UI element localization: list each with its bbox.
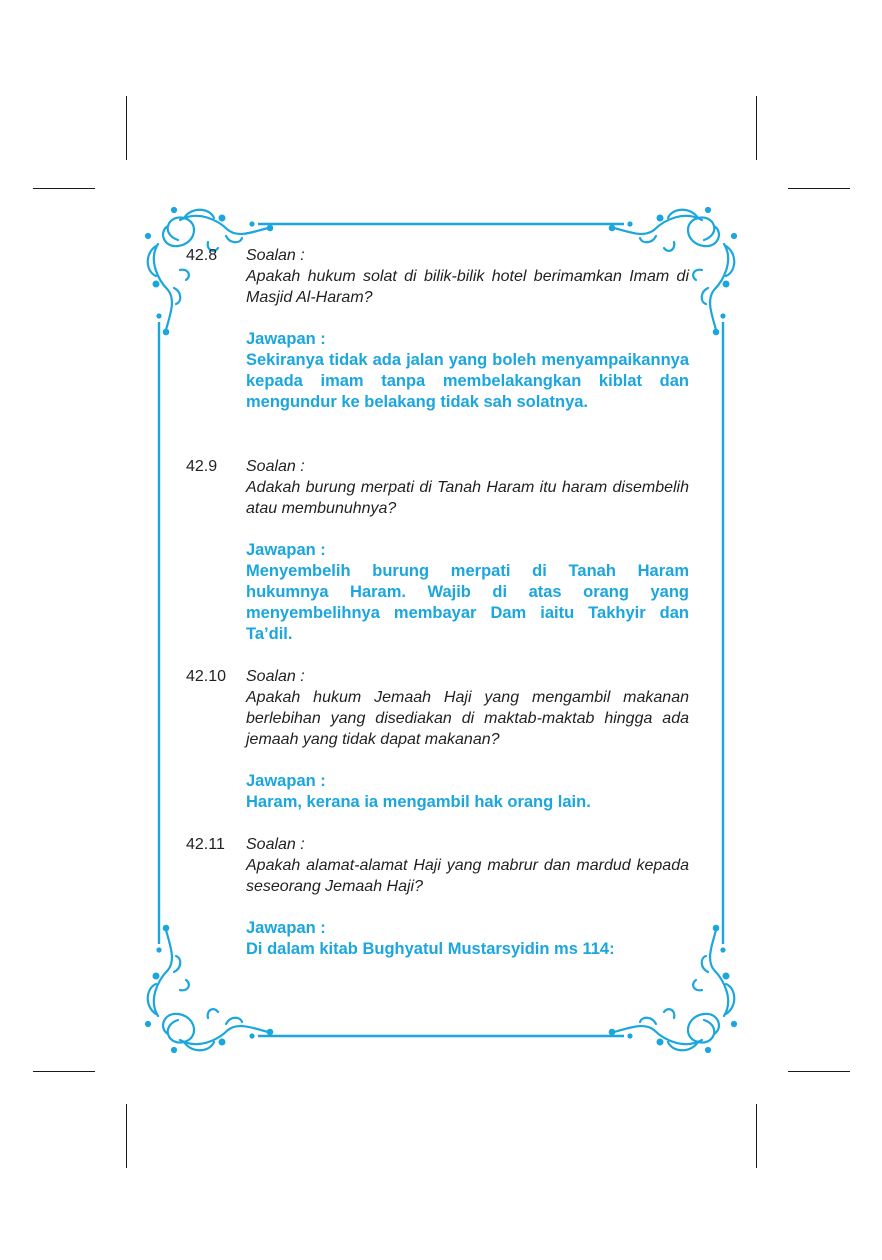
qa-entry: [186, 456, 690, 645]
question-label: Soalan :: [246, 458, 305, 475]
answer-label: Jawapan :: [246, 541, 326, 559]
answer-text: Menyembelih burung merpati di Tanah Haram hukumnya Haram. Wajib di atas orang yang menyembelihnya membayar Dam iaitu Takhyir dan Ta’dil.: [246, 562, 689, 643]
qa-entry: [186, 245, 690, 413]
question-text: Adakah burung merpati di Tanah Haram itu haram disembelih atau membunuhnya?: [246, 479, 689, 517]
answer-text: Haram, kerana ia mengambil hak orang lain.: [246, 793, 591, 811]
entry-number: 42.11: [186, 836, 225, 853]
entry-number: 42.8: [186, 247, 218, 264]
entry-number: 42.10: [186, 668, 227, 685]
question-text: Apakah alamat-alamat Haji yang mabrur dan mardud kepada seseorang Jemaah Haji?: [246, 857, 689, 895]
answer-label: Jawapan :: [246, 919, 326, 937]
entry-number: 42.9: [186, 458, 218, 475]
answer-label: Jawapan :: [246, 772, 326, 790]
qa-entry: [186, 666, 690, 813]
question-text: Apakah hukum solat di bilik-bilik hotel berimamkan Imam di Masjid Al-Haram?: [246, 268, 689, 306]
answer-text: Di dalam kitab Bughyatul Mustarsyidin ms 114:: [246, 940, 615, 958]
question-label: Soalan :: [246, 836, 305, 853]
question-label: Soalan :: [246, 247, 305, 264]
question-text: Apakah hukum Jemaah Haji yang mengambil makanan berlebihan yang disediakan di maktab-maktab hingga ada jemaah yang tidak dapat makanan?: [246, 689, 689, 748]
answer-text: Sekiranya tidak ada jalan yang boleh menyampaikannya kepada imam tanpa membelakangkan kiblat dan mengundur ke belakang tidak sah solatnya.: [246, 351, 689, 411]
question-label: Soalan :: [246, 668, 305, 685]
answer-label: Jawapan :: [246, 330, 326, 348]
qa-entry: [186, 834, 690, 960]
